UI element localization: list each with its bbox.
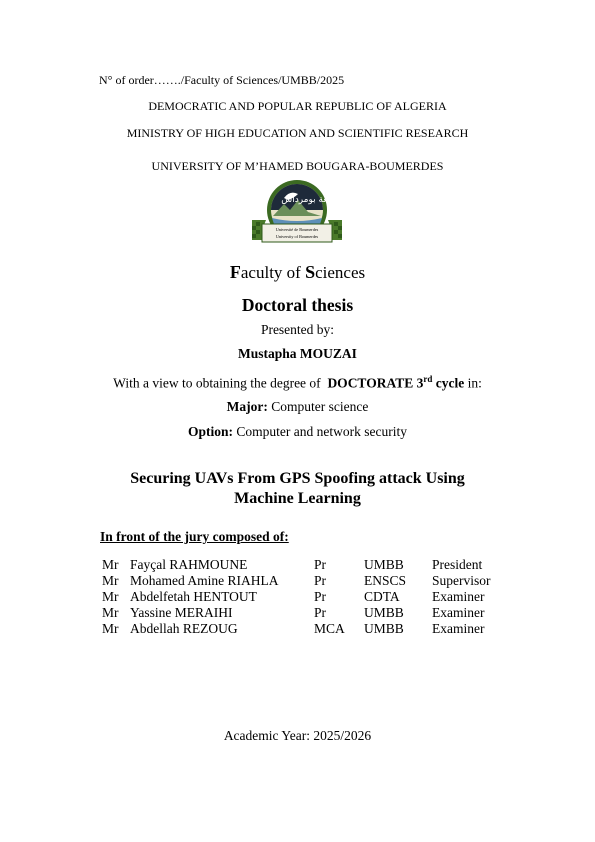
faculty-text-1: aculty of [240,263,306,282]
thesis-title-line2: Machine Learning [234,490,361,507]
jury-name: Abdelfetah HENTOUT [130,589,257,604]
jury-title: Mr [102,621,119,636]
jury-grade: Pr [314,605,327,620]
degree-line [0,374,595,392]
major-label: Major: [226,399,268,414]
jury-institution: UMBB [364,621,404,636]
option-value: Computer and network security [236,424,407,439]
author-name: Mustapha MOUZAI [238,346,357,361]
degree-cycle: cycle [435,375,465,391]
jury-title: Mr [102,557,119,572]
ministry-line: MINISTRY OF HIGH EDUCATION AND SCIENTIFIC RESEARCH [126,126,469,140]
jury-title: Mr [102,605,119,620]
option-line [0,424,595,440]
jury-name: Yassine MERAIHI [130,605,233,620]
degree-after: in: [467,375,482,391]
faculty-text-2: ciences [315,263,366,282]
university-line: UNIVERSITY OF M’HAMED BOUGARA-BOUMERDES [151,159,444,173]
jury-role: Examiner [432,589,485,604]
presented-by-label: Presented by: [260,322,335,337]
order-number: N° of order……./Faculty of Sciences/UMBB/2025 [99,73,345,87]
option-label: Option: [188,424,234,439]
thesis-title [0,469,595,509]
jury-heading: In front of the jury composed of: [100,529,289,544]
jury-role: Examiner [432,621,485,636]
university-logo [248,180,346,246]
jury-institution: CDTA [364,589,400,604]
jury-grade: Pr [314,589,327,604]
jury-name: Fayçal RAHMOUNE [130,557,248,572]
logo-caption-en: University of Boumerdes [275,234,319,239]
major-line [0,399,595,415]
academic-year: Academic Year: 2025/2026 [223,728,372,743]
degree-prefix: With a view to obtaining the degree of [113,375,321,391]
degree-sup: rd [423,374,433,384]
faculty-initial-f: F [229,262,241,282]
jury-title: Mr [102,589,119,604]
jury-role: Supervisor [432,573,491,588]
major-value: Computer science [271,399,369,414]
jury-title: Mr [102,573,119,588]
jury-grade: Pr [314,573,327,588]
faculty-initial-s: S [305,262,316,282]
faculty-name [0,262,595,283]
jury-institution: UMBB [364,557,404,572]
jury-grade: MCA [314,621,345,636]
logo-arabic-text: جامعة بومرداس [281,195,341,205]
logo-caption-fr: Université de Boumerdes [275,227,319,232]
jury-institution: UMBB [364,605,404,620]
jury-institution: ENSCS [364,573,407,588]
jury-name: Abdellah REZOUG [130,621,238,636]
jury-name: Mohamed Amine RIAHLA [130,573,279,588]
republic-line: DEMOCRATIC AND POPULAR REPUBLIC OF ALGERIA [148,99,447,113]
thesis-type: Doctoral thesis [241,295,354,315]
degree-name: DOCTORATE 3 [327,375,424,391]
jury-role: President [432,557,483,572]
thesis-title-line1: Securing UAVs From GPS Spoofing attack Using [130,470,465,487]
jury-role: Examiner [432,605,485,620]
jury-grade: Pr [314,557,327,572]
